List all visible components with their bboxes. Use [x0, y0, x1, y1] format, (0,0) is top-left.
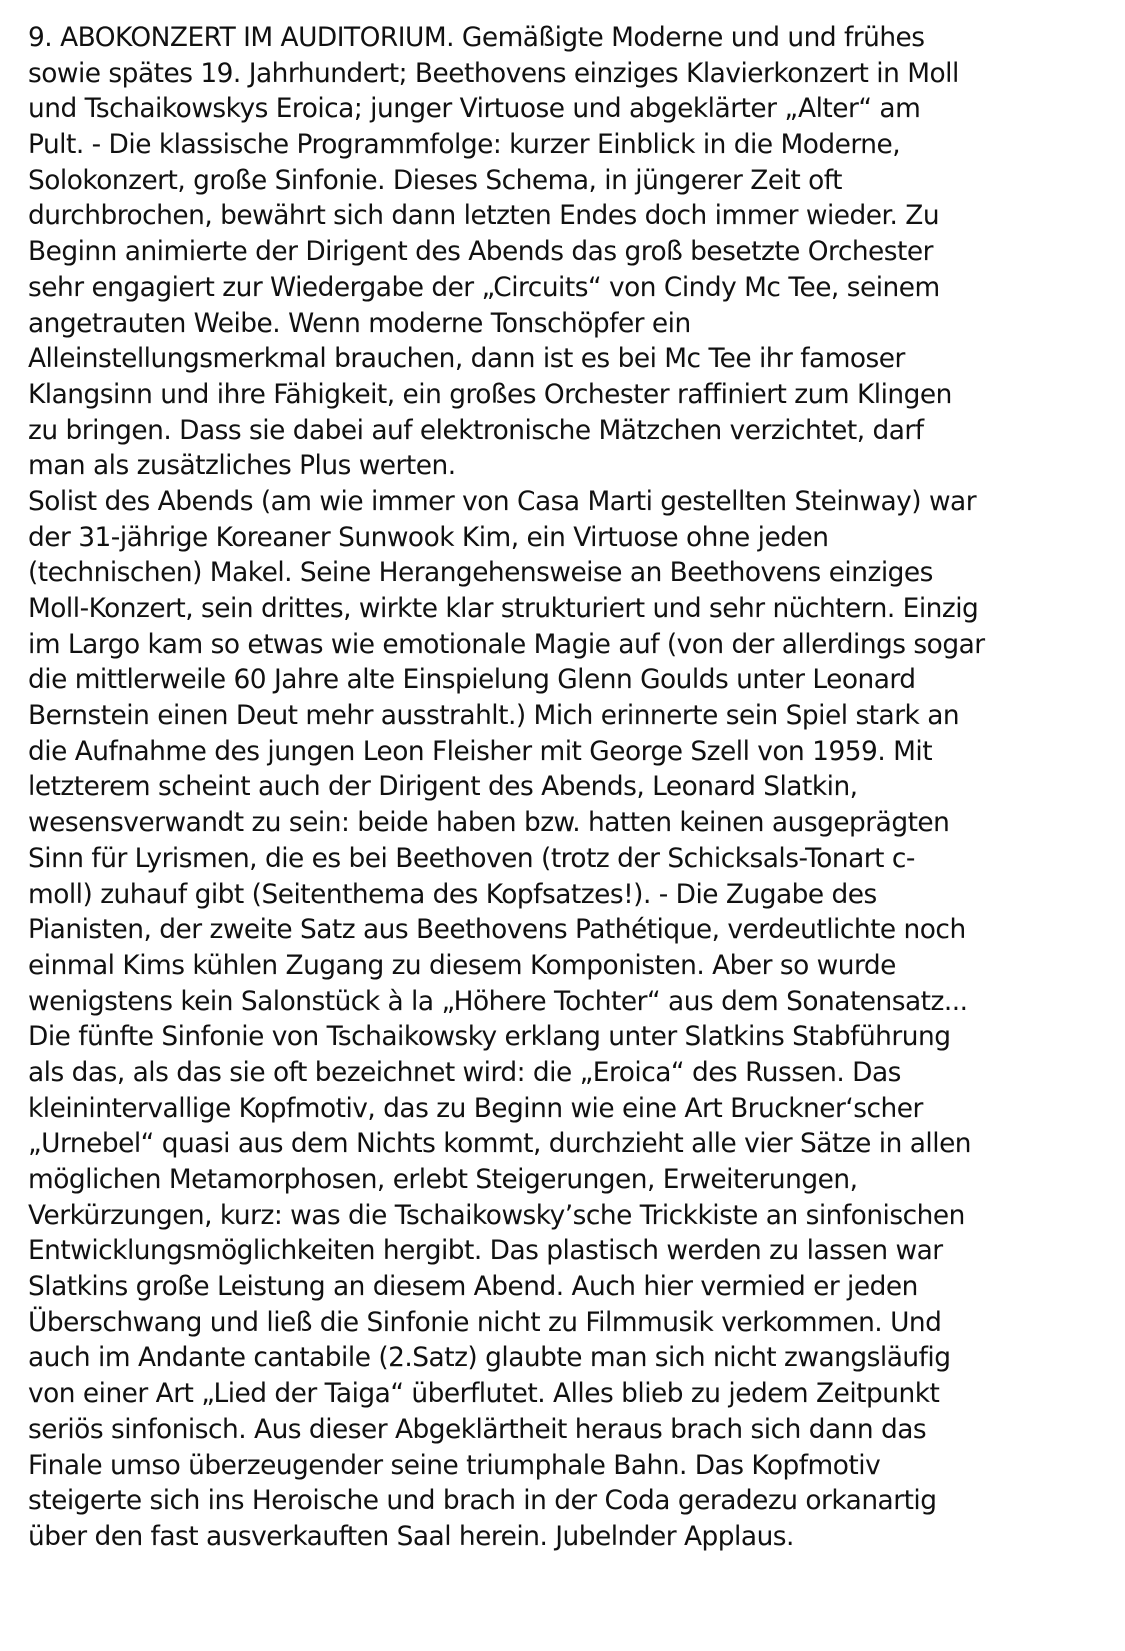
text-line: Moll-Konzert, sein drittes, wirkte klar strukturiert und sehr nüchtern. Einzig: [28, 593, 979, 624]
text-line: möglichen Metamorphosen, erlebt Steigerungen, Erweiterungen,: [28, 1164, 858, 1195]
text-line: Slatkins große Leistung an diesem Abend. Auch hier vermied er jeden: [28, 1271, 918, 1303]
text-line: letzterem scheint auch der Dirigent des Abends, Leonard Slatkin,: [28, 771, 858, 803]
text-line: „Urnebel“ quasi aus dem Nichts kommt, durchzieht alle vier Sätze in allen: [28, 1128, 972, 1160]
text-line: Pianisten, der zweite Satz aus Beethovens Pathétique, verdeutlichte noch: [28, 914, 966, 946]
text-line: als das, als das sie oft bezeichnet wird: die „Eroica“ des Russen. Das: [28, 1056, 901, 1088]
text-line: im Largo kam so etwas wie emotionale Magie auf (von der allerdings sogar: [28, 628, 985, 660]
text-line: Überschwang und ließ die Sinfonie nicht zu Filmmusik verkommen. Und: [28, 1306, 942, 1338]
text-line: die Aufnahme des jungen Leon Fleisher mit George Szell von 1959. Mit: [28, 735, 933, 767]
text-line: angetrauten Weibe. Wenn moderne Tonschöpfer ein: [28, 307, 691, 339]
text-line: Alleinstellungsmerkmal brauchen, dann ist es bei Mc Tee ihr famoser: [28, 343, 905, 375]
text-line: sowie spätes 19. Jahrhundert; Beethovens einziges Klavierkonzert in Moll: [28, 57, 959, 89]
text-line: Beginn animierte der Dirigent des Abends das groß besetzte Orchester: [28, 236, 933, 268]
text-line: wesensverwandt zu sein: beide haben bzw. hatten keinen ausgeprägten: [28, 807, 950, 839]
text-line: Klangsinn und ihre Fähigkeit, ein großes Orchester raffiniert zum Klingen: [28, 378, 952, 410]
text-line: wenigstens kein Salonstück à la „Höhere Tochter“ aus dem Sonatensatz...: [28, 985, 968, 1017]
text-line: Solist des Abends (am wie immer von Casa Marti gestellten Steinway) war: [28, 485, 977, 517]
text-line: Solokonzert, große Sinfonie. Dieses Schema, in jüngerer Zeit oft: [28, 164, 842, 196]
text-line: (technischen) Makel. Seine Herangehensweise an Beethovens einziges: [28, 557, 933, 589]
text-line: Entwicklungsmöglichkeiten hergibt. Das plastisch werden zu lassen war: [28, 1235, 943, 1267]
text-line: Pult. - Die klassische Programmfolge: kurzer Einblick in die Moderne,: [28, 129, 901, 161]
text-line: über den fast ausverkauften Saal herein. Jubelnder Applaus.: [28, 1520, 794, 1552]
text-line: Sinn für Lyrismen, die es bei Beethoven (trotz der Schicksals-Tonart c-: [28, 842, 915, 874]
text-line: sehr engagiert zur Wiedergabe der „Circuits“ von Cindy Mc Tee, seinem: [28, 271, 940, 303]
text-line: durchbrochen, bewährt sich dann letzten Endes doch immer wieder. Zu: [28, 200, 940, 232]
text-line: auch im Andante cantabile (2.Satz) glaubte man sich nicht zwangsläufig: [28, 1342, 951, 1374]
text-line: kleinintervallige Kopfmotiv, das zu Beginn wie eine Art Bruckner‘scher: [28, 1092, 923, 1124]
text-line: Bernstein einen Deut mehr ausstrahlt.) Mich erinnerte sein Spiel stark an: [28, 700, 960, 732]
review-article: [28, 20, 1113, 1555]
text-line: Verkürzungen, kurz: was die Tschaikowsky’sche Trickkiste an sinfonischen: [28, 1199, 965, 1231]
text-line: der 31-jährige Koreaner Sunwook Kim, ein Virtuose ohne jeden: [28, 521, 829, 553]
text-line: die mittlerweile 60 Jahre alte Einspielung Glenn Goulds unter Leonard: [28, 664, 916, 696]
text-line: zu bringen. Dass sie dabei auf elektronische Mätzchen verzichtet, darf: [28, 414, 924, 446]
text-line: Die fünfte Sinfonie von Tschaikowsky erklang unter Slatkins Stabführung: [28, 1021, 951, 1053]
text-line: 9. ABOKONZERT IM AUDITORIUM. Gemäßigte Moderne und und frühes: [28, 22, 925, 53]
text-line: und Tschaikowskys Eroica; junger Virtuose und abgeklärter „Alter“ am: [28, 93, 921, 125]
text-line: von einer Art „Lied der Taiga“ überflutet. Alles blieb zu jedem Zeitpunkt: [28, 1378, 940, 1410]
text-line: seriös sinfonisch. Aus dieser Abgeklärtheit heraus brach sich dann das: [28, 1413, 927, 1445]
text-line: Finale umso überzeugender seine triumphale Bahn. Das Kopfmotiv: [28, 1449, 881, 1481]
text-line: moll) zuhauf gibt (Seitenthema des Kopfsatzes!). - Die Zugabe des: [28, 878, 877, 910]
text-line: man als zusätzliches Plus werten.: [28, 450, 456, 482]
text-line: steigerte sich ins Heroische und brach in der Coda geradezu orkanartig: [28, 1485, 937, 1517]
text-line: einmal Kims kühlen Zugang zu diesem Komponisten. Aber so wurde: [28, 949, 896, 981]
